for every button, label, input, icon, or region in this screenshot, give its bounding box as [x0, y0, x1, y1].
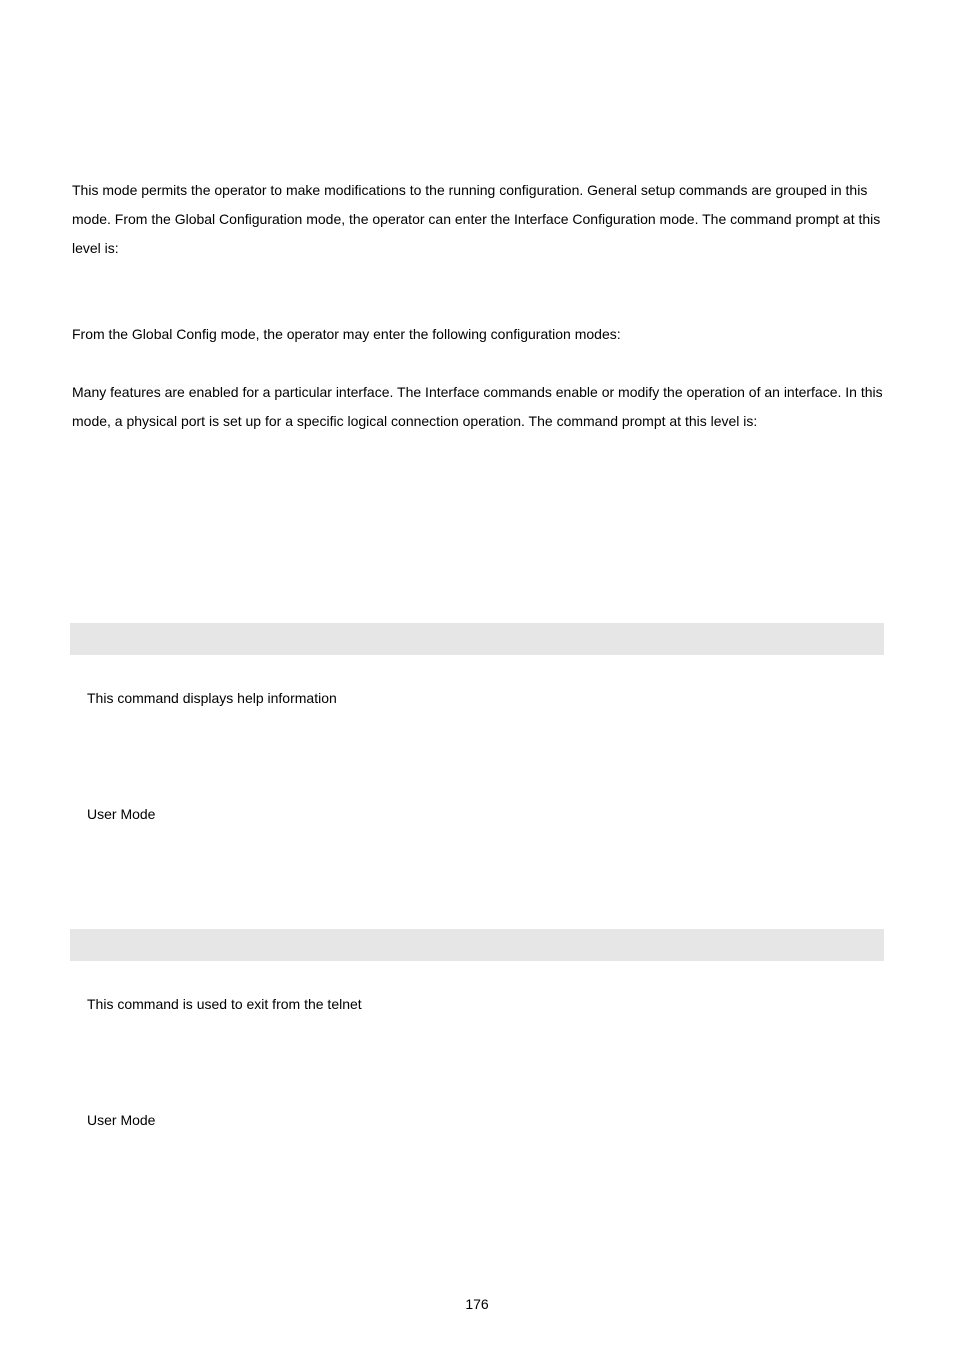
help-command-mode: User Mode [87, 806, 156, 822]
command-heading-bar-help [70, 623, 884, 655]
global-config-modes-intro: From the Global Config mode, the operator may enter the following configuration modes: [72, 326, 621, 342]
exit-command-description: This command is used to exit from the telnet [87, 996, 362, 1012]
global-config-description: This mode permits the operator to make modifications to the running configuration. General setup commands are grouped in this mode. From the Global Configuration mode, the operator can enter the Interface Configuration mode. The command prompt at this level is: [72, 182, 881, 256]
page-number: 176 [465, 1296, 489, 1312]
interface-config-description: Many features are enabled for a particular interface. The Interface commands enable or modify the operation of an interface. In this mode, a physical port is set up for a specific logical connection operation. The command prompt at this level is: [72, 384, 883, 429]
exit-command-mode: User Mode [87, 1112, 156, 1128]
help-command-description: This command displays help information [87, 690, 337, 706]
command-heading-bar-exit [70, 929, 884, 961]
